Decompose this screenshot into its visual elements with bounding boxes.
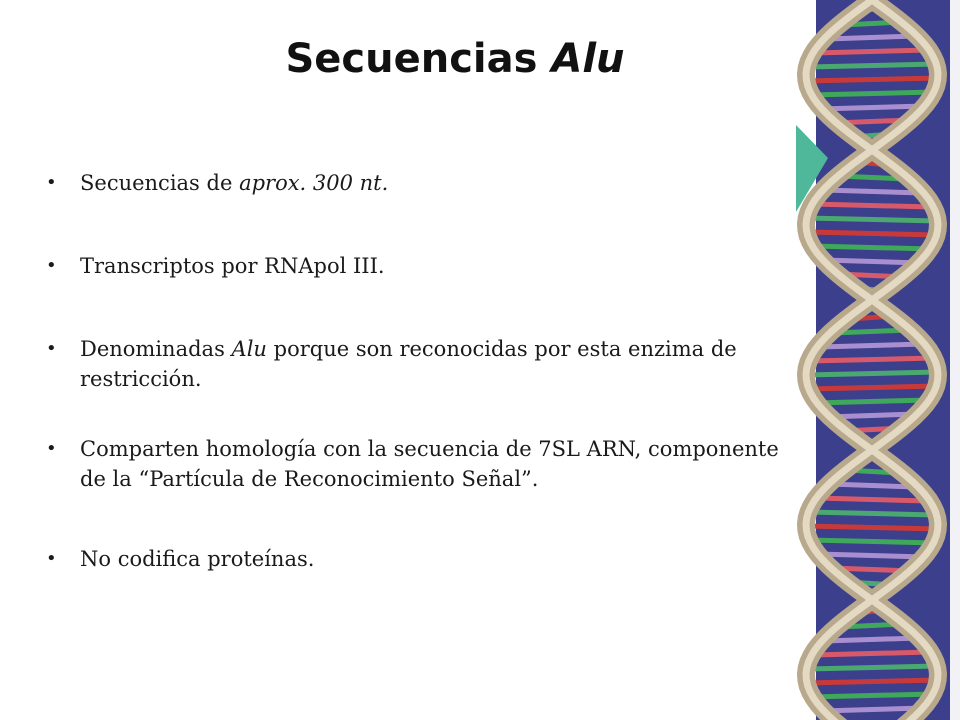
helix-rung [806,78,938,81]
right-edge [950,0,960,720]
bullet-item: • No codifica proteínas. [44,544,784,574]
bullet-item: • Secuencias de aprox. 300 nt. [44,168,784,198]
helix-rung [821,708,923,711]
bullet-item: • Denominadas Alu porque son reconocidas por esta enzima de restricción. [44,334,784,394]
helix-rung [808,64,937,67]
helix-rung [823,190,921,193]
helix-rung [806,526,938,529]
dna-helix-decoration [780,0,960,720]
helix-rung [809,540,935,543]
helix-rung [818,554,926,557]
helix-rung [808,512,935,515]
helix-rung [815,50,929,53]
helix-rung [811,694,933,697]
title-text: Secuencias [285,36,552,82]
helix-rung [807,218,938,221]
helix-rung [810,358,934,361]
title-italic: Alu [551,36,625,82]
bullet-item: • Comparten homología con la secuencia de 7SL ARN, componente de la “Partícula de Reconocimiento Señal”. [44,434,784,494]
helix-rung [807,666,937,669]
helix-rung [814,652,931,655]
helix-rung [819,106,924,109]
helix-rung [806,372,938,375]
helix-rung [806,680,937,683]
helix-rung [825,638,919,641]
bullet-item: • Transcriptos por RNApol III. [44,251,784,281]
helix-rung [812,204,931,207]
helix-rung [812,246,931,249]
bullet-list [44,168,784,574]
slide-title [0,36,910,82]
helix-rung [829,484,915,487]
helix-rung [810,92,934,95]
helix-rung [807,232,938,235]
helix-rung [819,344,924,347]
helix-rung [827,36,917,39]
helix-rung [808,386,937,389]
helix-rung [816,498,927,501]
helix-rung [815,400,929,403]
